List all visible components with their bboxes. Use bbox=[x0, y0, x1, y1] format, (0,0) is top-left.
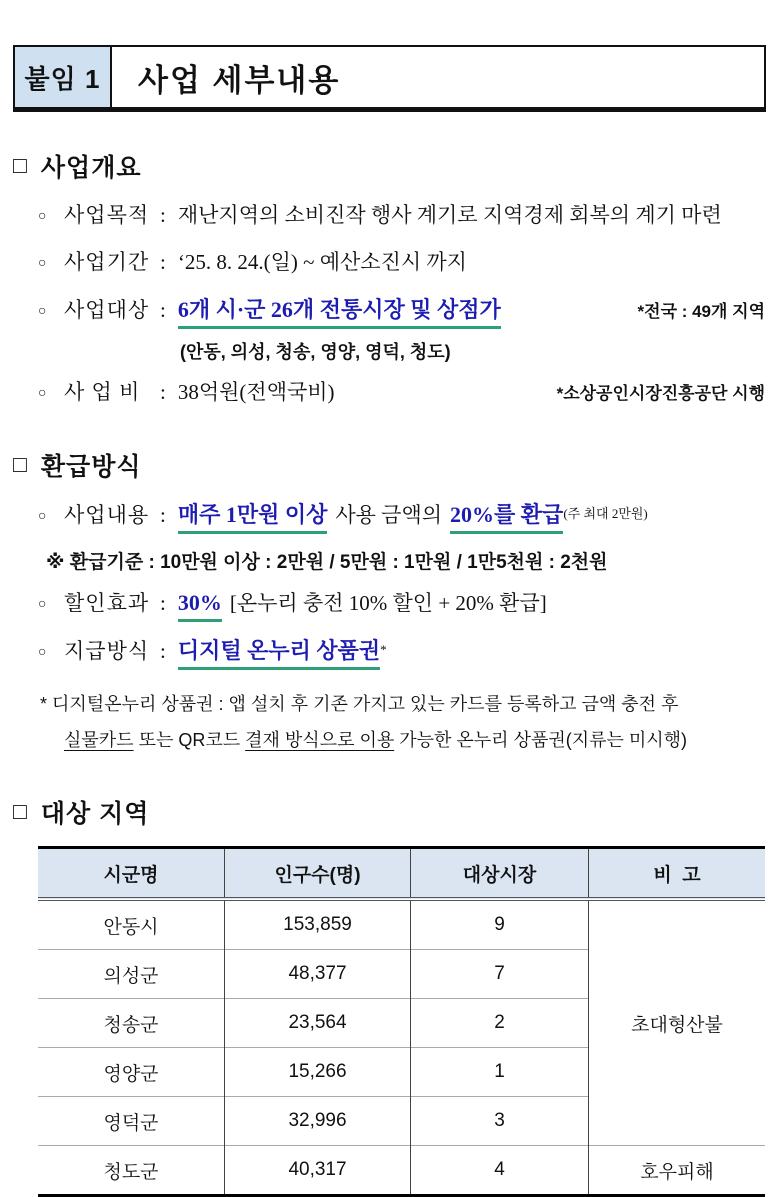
target-highlight: 6개 시·군 26개 전통시장 및 상점가 bbox=[178, 294, 501, 329]
circle-bullet-icon: ○ bbox=[38, 256, 47, 271]
city-cell: 의성군 bbox=[38, 950, 225, 999]
footnote-underline-1: 실물카드 bbox=[64, 730, 134, 750]
colon: : bbox=[160, 250, 166, 274]
circle-bullet-icon: ○ bbox=[38, 509, 47, 524]
method-highlight: 디지털 온누리 상품권 bbox=[178, 635, 380, 670]
remark-merged-cell: 초대형산불 bbox=[589, 899, 766, 1146]
colon: : bbox=[160, 503, 166, 527]
population-cell: 153,859 bbox=[225, 899, 411, 950]
markets-cell: 9 bbox=[411, 899, 589, 950]
population-cell: 15,266 bbox=[225, 1048, 411, 1097]
square-bullet-icon: □ bbox=[13, 797, 28, 824]
overview-heading-label: 사업개요 bbox=[40, 154, 142, 182]
section-heading-overview bbox=[13, 148, 765, 184]
refund-method-line: ○ 지급방식 : 디지털 온누리 상품권 * bbox=[38, 635, 765, 670]
circle-bullet-icon: ○ bbox=[38, 304, 47, 319]
colon: : bbox=[160, 298, 166, 322]
city-cell: 영양군 bbox=[38, 1048, 225, 1097]
population-cell: 48,377 bbox=[225, 950, 411, 999]
refund-heading-label: 환급방식 bbox=[40, 453, 142, 481]
content-middle: 사용 금액의 bbox=[335, 503, 443, 527]
city-cell: 안동시 bbox=[103, 916, 159, 938]
footnote-text-1: 디지털온누리 상품권 : 앱 설치 후 기존 가지고 있는 카드를 등록하고 금액 충전 후 bbox=[52, 694, 679, 714]
circle-bullet-icon: ○ bbox=[38, 597, 47, 612]
period-text: ‘25. 8. 24.(일) ~ 예산소진시 까지 bbox=[177, 250, 467, 274]
footnote-line-1 bbox=[40, 686, 765, 722]
markets-cell: 2 bbox=[411, 999, 589, 1048]
circle-bullet-icon: ○ bbox=[38, 386, 47, 401]
footnote-line-2 bbox=[40, 722, 765, 758]
city-cell: 청도군 bbox=[38, 1146, 225, 1196]
colon: : bbox=[160, 639, 166, 663]
city-cell: 영덕군 bbox=[38, 1097, 225, 1146]
budget-text: 38억원(전액국비) bbox=[177, 380, 335, 404]
population-cell: 23,564 bbox=[225, 999, 411, 1048]
region-table bbox=[38, 846, 765, 1197]
document-page bbox=[0, 45, 779, 1183]
population-cell: 40,317 bbox=[225, 1146, 411, 1196]
target-region-list: (안동, 의성, 청송, 영양, 영덕, 청도) bbox=[180, 342, 451, 362]
overview-target-line bbox=[38, 294, 765, 329]
content-label: 사업내용 bbox=[64, 503, 150, 527]
title-bar bbox=[13, 45, 766, 112]
discount-label: 할인효과 bbox=[64, 591, 150, 615]
markets-cell: 3 bbox=[411, 1097, 589, 1146]
markets-cell: 1 bbox=[411, 1048, 589, 1097]
refund-discount-line bbox=[38, 587, 765, 622]
refund-content-line: ○ 사업내용 : 매주 1만원 이상 사용 금액의 20%를 환급 (주 최대 2만원) bbox=[38, 499, 765, 534]
table-row bbox=[38, 899, 765, 950]
refund-criteria-line bbox=[46, 547, 765, 574]
markets-cell: 4 bbox=[411, 1146, 589, 1196]
content-highlight-1: 매주 1만원 이상 bbox=[178, 499, 328, 534]
region-heading-label: 대상 지역 bbox=[40, 800, 150, 828]
col-header-remark: 비 고 bbox=[589, 848, 766, 900]
remark-cell: 호우피해 bbox=[589, 1146, 766, 1196]
markets-cell: 7 bbox=[411, 950, 589, 999]
circle-bullet-icon: ○ bbox=[38, 209, 47, 224]
table-row bbox=[38, 1146, 765, 1196]
digital-onnuri-footnote bbox=[40, 686, 765, 758]
circle-bullet-icon: ○ bbox=[38, 645, 47, 660]
section-heading-region bbox=[13, 794, 765, 830]
section-heading-refund bbox=[13, 447, 765, 483]
content-highlight-2: 20%를 환급 bbox=[450, 499, 563, 534]
budget-label: 사 업 비 bbox=[64, 380, 141, 404]
city-cell: 청송군 bbox=[38, 999, 225, 1048]
discount-rest: [온누리 충전 10% 할인 + 20% 환급] bbox=[229, 591, 547, 615]
square-bullet-icon: □ bbox=[13, 151, 28, 178]
square-bullet-icon: □ bbox=[13, 450, 28, 477]
col-header-markets: 대상시장 bbox=[411, 848, 589, 900]
overview-budget-line bbox=[38, 377, 765, 411]
reference-mark-icon: ※ bbox=[46, 552, 65, 573]
footnote-mid: 또는 QR코드 bbox=[133, 730, 246, 750]
overview-purpose-line bbox=[38, 200, 765, 234]
col-header-population: 인구수(명) bbox=[225, 848, 411, 900]
population-cell: 32,996 bbox=[225, 1097, 411, 1146]
colon: : bbox=[160, 591, 166, 615]
purpose-text: 재난지역의 소비진작 행사 계기로 지역경제 회복의 계기 마련 bbox=[177, 203, 722, 227]
attachment-tag: 붙임 1 bbox=[15, 47, 112, 107]
criteria-text: 환급기준 : 10만원 이상 : 2만원 / 5만원 : 1만원 / 1만5천원 : 2천원 bbox=[69, 552, 608, 573]
colon: : bbox=[160, 380, 166, 404]
period-label: 사업기간 bbox=[64, 250, 150, 274]
col-header-city: 시군명 bbox=[38, 848, 225, 900]
discount-highlight: 30% bbox=[178, 587, 222, 622]
budget-side-note: *소상공인시장진흥공단 시행 bbox=[556, 384, 765, 403]
method-label: 지급방식 bbox=[64, 639, 150, 663]
colon: : bbox=[160, 203, 166, 227]
footnote-underline-2: 결재 방식으로 이용 bbox=[245, 730, 395, 750]
document-title: 사업 세부내용 bbox=[138, 62, 341, 98]
table-header-row bbox=[38, 848, 765, 900]
overview-period-line bbox=[38, 247, 765, 281]
purpose-label: 사업목적 bbox=[64, 203, 150, 227]
target-label: 사업대상 bbox=[64, 298, 150, 322]
target-side-note: *전국 : 49개 지역 bbox=[637, 302, 765, 321]
footnote-tail: 가능한 온누리 상품권(지류는 미시행) bbox=[394, 730, 688, 750]
asterisk-icon: * bbox=[40, 694, 48, 714]
